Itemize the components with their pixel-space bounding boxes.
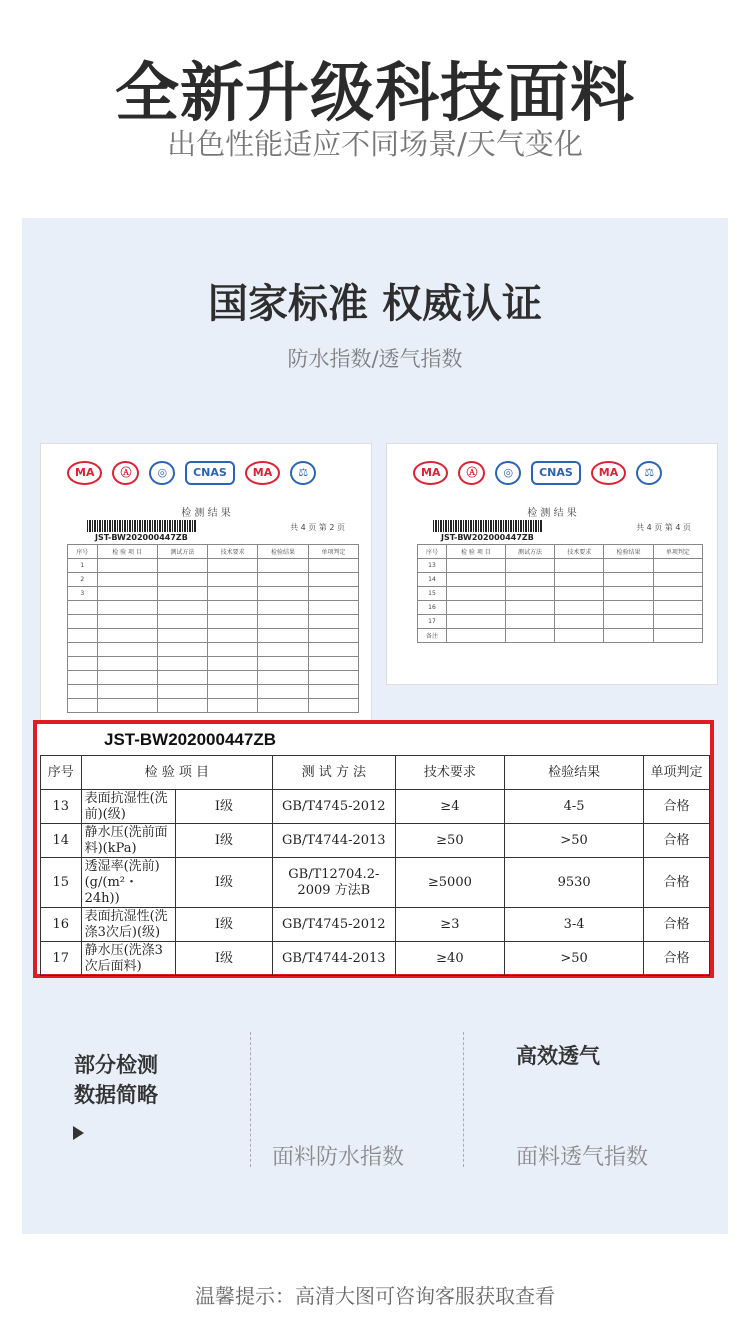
row-no: 14: [41, 824, 82, 858]
row-verdict: 合格: [644, 942, 710, 976]
cnas-logo-icon-2: CNAS: [531, 461, 581, 485]
row-no: 15: [41, 858, 82, 908]
row-requirement: ≥50: [395, 824, 505, 858]
doc-mini-table-2: 序号 检 验 项 目 测试方法 技术要求 检验结果 单项判定 13 14 15 16 17 备注: [417, 544, 703, 643]
table-row: [41, 858, 710, 908]
certification-logos: [67, 454, 357, 492]
doc-page-number: 共 4 页 第 2 页: [290, 523, 345, 532]
report-thumbnail-1: [40, 443, 372, 735]
summary-line-1: 部分检测: [74, 1053, 158, 1077]
summary-line-2: 数据简略: [74, 1083, 158, 1107]
ma-logo-icon: MA: [67, 461, 102, 485]
row-grade: Ⅰ级: [175, 824, 272, 858]
page-title: 全新升级科技面料: [115, 57, 635, 131]
certification-logos-2: [413, 454, 703, 492]
row-method: GB/T12704.2-2009 方法B: [273, 858, 395, 908]
cal-logo-icon-2: Ⓐ: [458, 461, 485, 485]
cal-logo-icon: Ⓐ: [112, 461, 139, 485]
inspection-seal-icon-2: ⚖: [636, 461, 662, 485]
row-grade: Ⅰ级: [175, 942, 272, 976]
doc-heading: 检 测 结 果: [181, 508, 231, 519]
divider: [250, 1032, 251, 1167]
row-method: GB/T4744-2013: [273, 942, 395, 976]
barcode-icon: [87, 520, 197, 532]
row-result: >50: [505, 942, 644, 976]
row-verdict: 合格: [644, 908, 710, 942]
row-verdict: 合格: [644, 790, 710, 824]
row-result: 4-5: [505, 790, 644, 824]
row-no: 16: [41, 908, 82, 942]
divider-2: [463, 1032, 464, 1167]
doc-code-2: JST-BW202000447ZB: [441, 533, 534, 542]
row-item: 透湿率(洗前)(g/(m²・24h)): [81, 858, 175, 908]
col-header-requirement: 技术要求: [395, 756, 505, 790]
row-requirement: ≥3: [395, 908, 505, 942]
table-row: [41, 942, 710, 976]
report-code: JST-BW202000447ZB: [104, 730, 276, 749]
ma-logo-icon-2: MA: [245, 461, 280, 485]
ilac-logo-icon-2: ◎: [495, 461, 521, 485]
col-header-result: 检验结果: [505, 756, 644, 790]
cnas-logo-icon: CNAS: [185, 461, 235, 485]
footer-note: 温馨提示：高清大图可咨询客服获取查看: [195, 1284, 555, 1308]
row-no: 17: [41, 942, 82, 976]
row-result: >50: [505, 824, 644, 858]
row-method: GB/T4745-2012: [273, 790, 395, 824]
section-title: 国家标准 权威认证: [208, 281, 542, 327]
doc-page-number-2: 共 4 页 第 4 页: [636, 523, 691, 532]
summary-label: [74, 1050, 158, 1110]
breathability-caption: 面料透气指数: [516, 1145, 649, 1170]
row-no: 13: [41, 790, 82, 824]
row-result: 3-4: [505, 908, 644, 942]
table-row: [41, 908, 710, 942]
ma-logo-icon-3: MA: [413, 461, 448, 485]
doc-code: JST-BW202000447ZB: [95, 533, 188, 542]
report-thumbnail-2: [386, 443, 718, 685]
section-subtitle: 防水指数/透气指数: [287, 347, 463, 371]
play-arrow-icon[interactable]: [73, 1126, 84, 1140]
row-result: 9530: [505, 858, 644, 908]
row-item: 表面抗湿性(洗前)(级): [81, 790, 175, 824]
report-table: [40, 755, 710, 976]
row-method: GB/T4745-2012: [273, 908, 395, 942]
col-header-item: 检 验 项 目: [81, 756, 272, 790]
page-subtitle: 出色性能适应不同场景/天气变化: [167, 127, 583, 161]
row-grade: Ⅰ级: [175, 908, 272, 942]
table-header-row: [41, 756, 710, 790]
col-header-verdict: 单项判定: [644, 756, 710, 790]
row-item: 静水压(洗涤3次后面料): [81, 942, 175, 976]
row-item: 静水压(洗前面料)(kPa): [81, 824, 175, 858]
doc-mini-table: 序号 检 验 项 目 测试方法 技术要求 检验结果 单项判定 1 2 3: [67, 544, 359, 713]
doc-heading-2: 检 测 结 果: [527, 508, 577, 519]
barcode-icon-2: [433, 520, 543, 532]
waterproof-caption: 面料防水指数: [272, 1145, 405, 1170]
table-row: [41, 790, 710, 824]
row-grade: Ⅰ级: [175, 790, 272, 824]
row-requirement: ≥4: [395, 790, 505, 824]
ilac-logo-icon: ◎: [149, 461, 175, 485]
row-item: 表面抗湿性(洗涤3次后)(级): [81, 908, 175, 942]
inspection-seal-icon: ⚖: [290, 461, 316, 485]
row-method: GB/T4744-2013: [273, 824, 395, 858]
row-requirement: ≥5000: [395, 858, 505, 908]
col-header-no: 序号: [41, 756, 82, 790]
breathable-title: 高效透气: [516, 1044, 600, 1068]
row-verdict: 合格: [644, 824, 710, 858]
row-grade: Ⅰ级: [175, 858, 272, 908]
col-header-method: 测 试 方 法: [273, 756, 395, 790]
row-verdict: 合格: [644, 858, 710, 908]
table-row: [41, 824, 710, 858]
ma-logo-icon-4: MA: [591, 461, 626, 485]
row-requirement: ≥40: [395, 942, 505, 976]
